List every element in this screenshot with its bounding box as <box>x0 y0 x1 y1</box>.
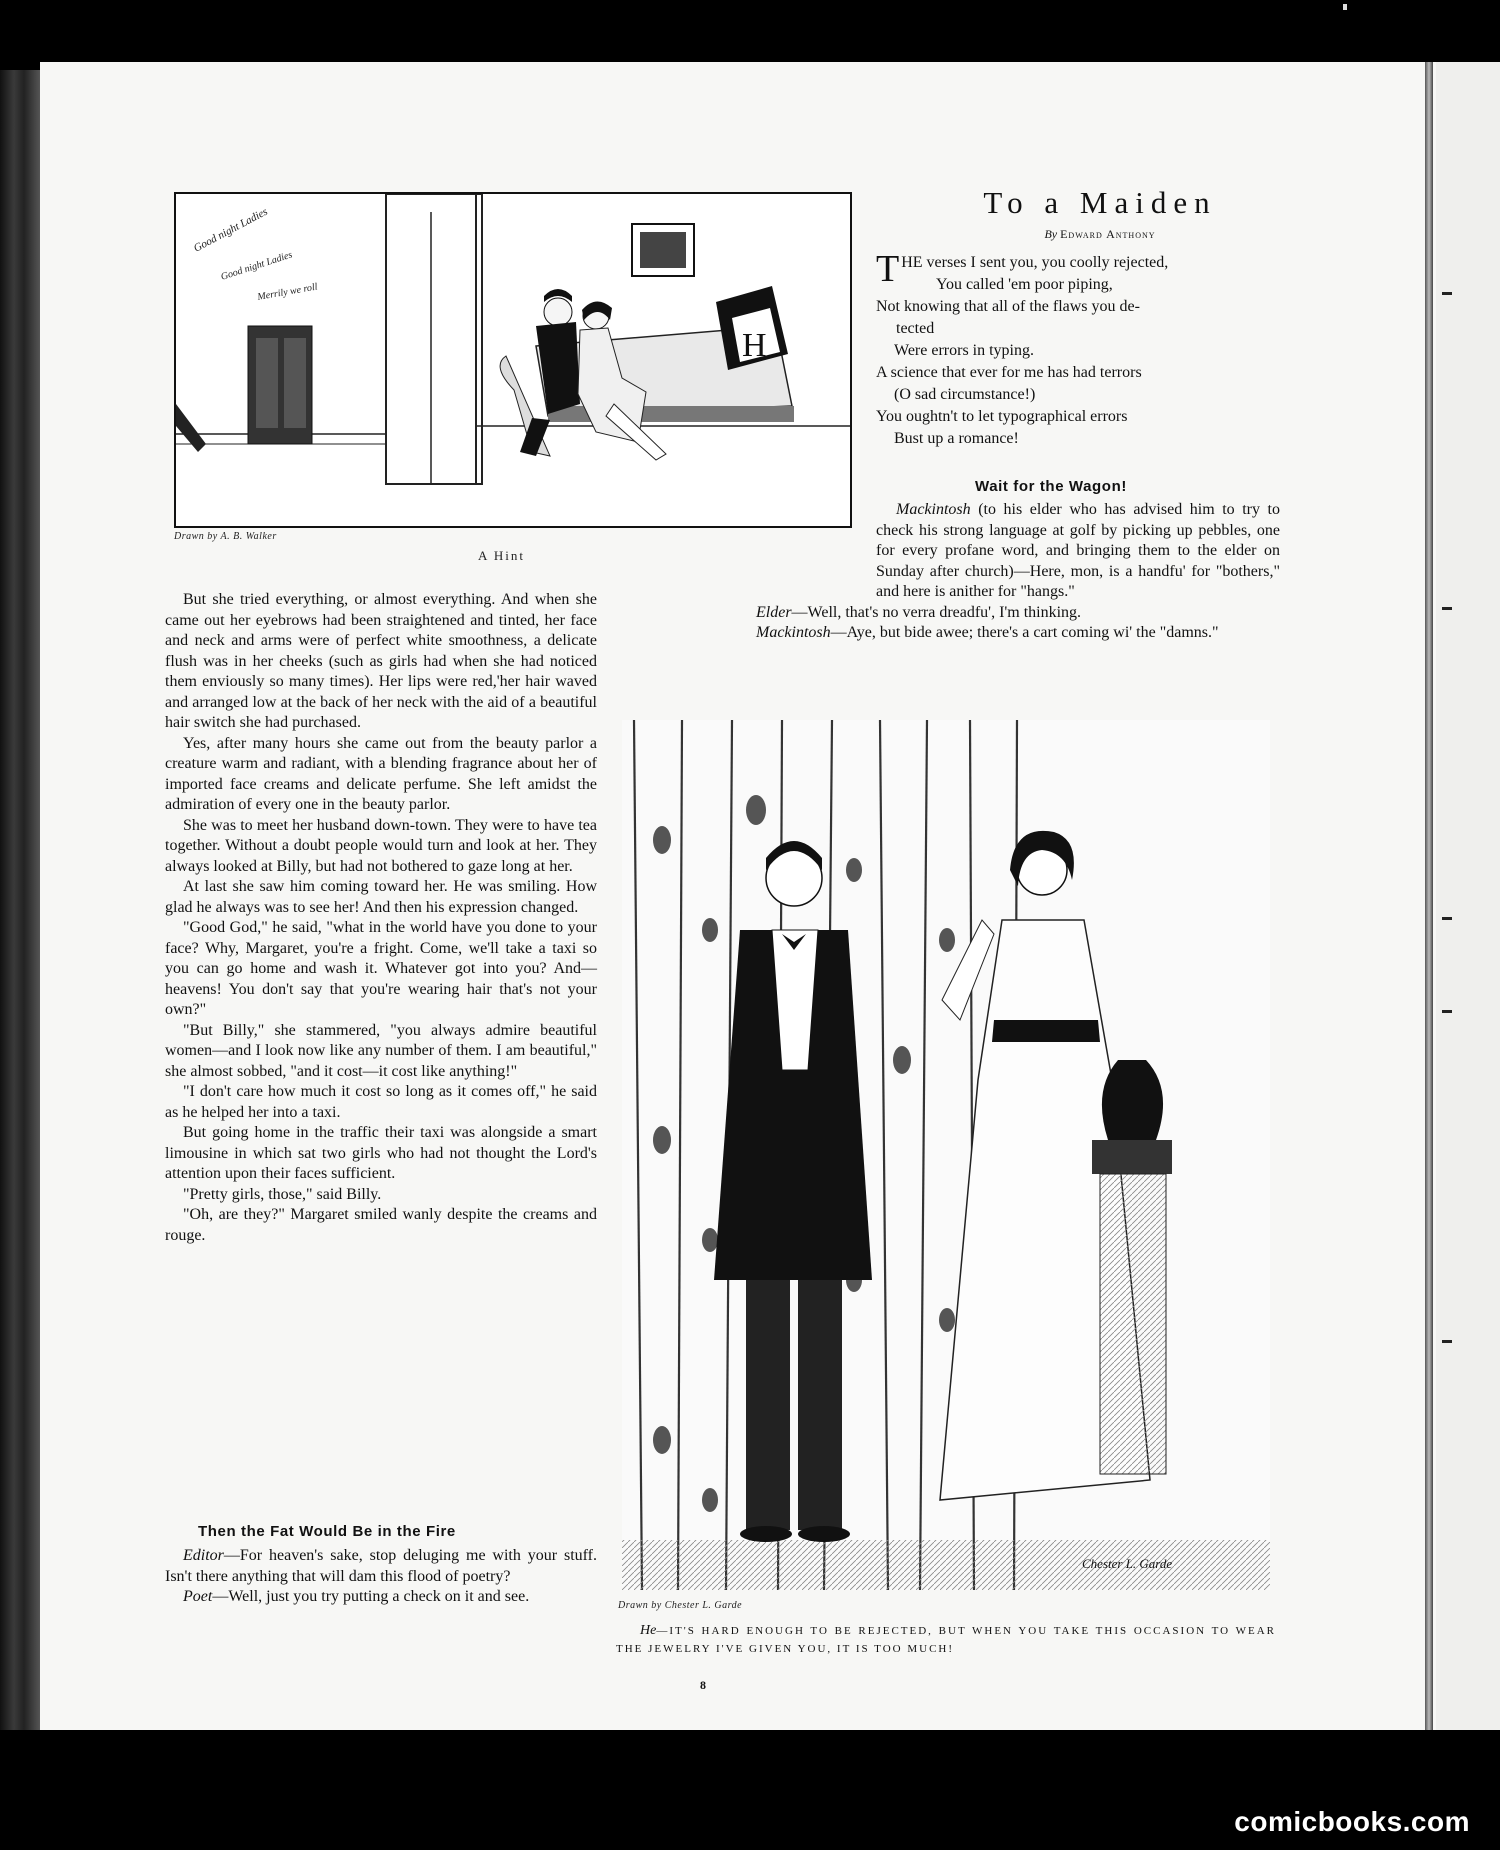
fire-paragraph <box>165 1587 597 1608</box>
dialogue-text: —Aye, but bide awee; there's a cart coming wi' the "damns." <box>830 624 1219 641</box>
couple-drawing <box>622 720 1270 1590</box>
poem-line: Were errors in typing. <box>894 342 1034 359</box>
poem-line: (O sad circumstance!) <box>894 386 1036 403</box>
fire-heading: Then the Fat Would Be in the Fire <box>198 1523 456 1540</box>
poem-line: A science that ever for me has had terrors <box>876 364 1142 381</box>
story-paragraph: She was to meet her husband down-town. They were to have tea together. Without a doubt people would turn and look at her. They always looked at Billy, but had not bothered to gaze long at her. <box>165 816 597 875</box>
poem-byline <box>880 227 1320 242</box>
story-paragraph: "Pretty girls, those," said Billy. <box>183 1185 382 1203</box>
dialogue-text: —For heaven's sake, stop deluging me with your stuff. Isn't there anything that will dam this flood of poetry? <box>165 1547 597 1585</box>
fire-text <box>165 1546 597 1608</box>
illustration-credit: Drawn by Chester L. Garde <box>618 1600 743 1611</box>
poem-line: You called 'em poor piping, <box>936 276 1113 293</box>
artist-signature: Chester L. Garde <box>1082 1556 1173 1571</box>
wagon-paragraph <box>738 603 1280 624</box>
illustration-a-hint <box>174 192 852 528</box>
caption-text: —IT'S HARD ENOUGH TO BE REJECTED, BUT WHEN YOU TAKE THIS OCCASION TO WEAR THE JEWELRY I'VE GIVEN YOU, IT IS TOO MUCH! <box>616 1625 1276 1655</box>
page-tick <box>1442 292 1452 295</box>
poem-line: Bust up a romance! <box>894 430 1019 447</box>
next-page-edge <box>1436 62 1500 1730</box>
scribble-line: Good night Ladies <box>219 249 294 283</box>
story-paragraph: Yes, after many hours she came out from the beauty parlor a creature warm and radiant, with a blending fragrance about her of imported face creams and delicate perfume. She left amidst the admiration of every one in the beauty parlor. <box>165 734 597 813</box>
speaker: Mackintosh <box>756 624 831 641</box>
speaker: Elder <box>756 603 792 621</box>
page-tick <box>1442 917 1452 920</box>
poem-line: HE verses I sent you, you coolly rejected, <box>901 254 1169 271</box>
wagon-heading: Wait for the Wagon! <box>975 478 1127 495</box>
dialogue-text: (to his elder who has advised him to try to check his strong language at golf by picking up pebbles, one for every profane word, and bringing them to the elder on Sunday after church)—Here, mon, is a handfu' for "bothers," and here is anither for "hangs." <box>876 501 1280 600</box>
dialogue-text: —Well, just you try putting a check on it and see. <box>212 1588 530 1605</box>
poem-line: Not knowing that all of the flaws you de- <box>876 298 1140 315</box>
illustration-caption: A Hint <box>478 548 526 563</box>
wagon-paragraph <box>738 623 1280 644</box>
speaker: Editor <box>183 1547 224 1564</box>
story-paragraph: "Good God," he said, "what in the world have you done to your face? Why, Margaret, you're a fright. Come, we'll take a taxi so you can go home and wash it. Whatever got into you? And—heavens! You don't say that you're wearing hair that's not your own?" <box>165 919 597 1018</box>
byline-prefix: By <box>1044 227 1058 241</box>
poem-author: Edward Anthony <box>1060 227 1156 241</box>
page-fold <box>1425 62 1433 1730</box>
page-tick <box>1442 1010 1452 1013</box>
wagon-text <box>738 500 1280 644</box>
fire-paragraph <box>165 1546 597 1587</box>
story-paragraph: But going home in the traffic their taxi was alongside a smart limousine in which sat two girls who had not thought the Lord's attention upon their faces sufficient. <box>165 1124 597 1182</box>
story-paragraph: But she tried everything, or almost everything. And when she came out her eyebrows had been straightened and tinted, her face and neck and arms were of perfect white smoothness, a delicate flush was in her cheeks (such as girls had when she had noticed them enviously so many times). Her lips were red,'her hair waved and arranged low at the back of her neck with the aid of a beautiful hair switch she had purchased. <box>165 591 597 731</box>
illustration-credit: Drawn by A. B. Walker <box>174 531 277 542</box>
poem-dropcap: T <box>876 248 900 290</box>
speaker: Poet <box>183 1588 213 1605</box>
scan-dot <box>1343 4 1347 10</box>
a-hint-drawing <box>176 194 850 526</box>
page-tick <box>1442 607 1452 610</box>
poem-line: tected <box>896 320 935 337</box>
cushion-letter: H <box>742 327 767 364</box>
caption-speaker: He <box>640 1623 657 1638</box>
scribble-line: Good night Ladies <box>191 205 270 255</box>
poem-body <box>876 248 1286 450</box>
story-column <box>165 590 597 1246</box>
page-tick <box>1442 1340 1452 1343</box>
site-watermark: comicbooks.com <box>1234 1806 1470 1837</box>
dialogue-text: —Well, that's no verra dreadfu', I'm thinking. <box>791 603 1082 621</box>
page-number: 8 <box>700 1678 706 1692</box>
story-paragraph: "But Billy," she stammered, "you always admire beautiful women—and I look now like any number of them. I am beautiful," she almost sobbed, "and it cost—it cost like anything!" <box>165 1021 597 1080</box>
poem-line: You oughtn't to let typographical errors <box>876 408 1128 425</box>
story-paragraph: "Oh, are they?" Margaret smiled wanly despite the creams and rouge. <box>165 1206 597 1244</box>
scribble-line: Merrily we roll <box>256 281 319 303</box>
book-binding-left <box>0 70 40 1730</box>
poem-title: To a Maiden <box>983 185 1217 220</box>
wagon-paragraph <box>738 500 1280 603</box>
story-paragraph: "I don't care how much it cost so long as it comes off," he said as he helped her into a taxi. <box>165 1083 597 1121</box>
speaker: Mackintosh <box>896 501 971 518</box>
illustration-caption <box>616 1622 1276 1658</box>
story-paragraph: At last she saw him coming toward her. He was smiling. How glad he always was to see her! And then his expression changed. <box>165 878 597 916</box>
illustration-couple <box>622 720 1270 1590</box>
